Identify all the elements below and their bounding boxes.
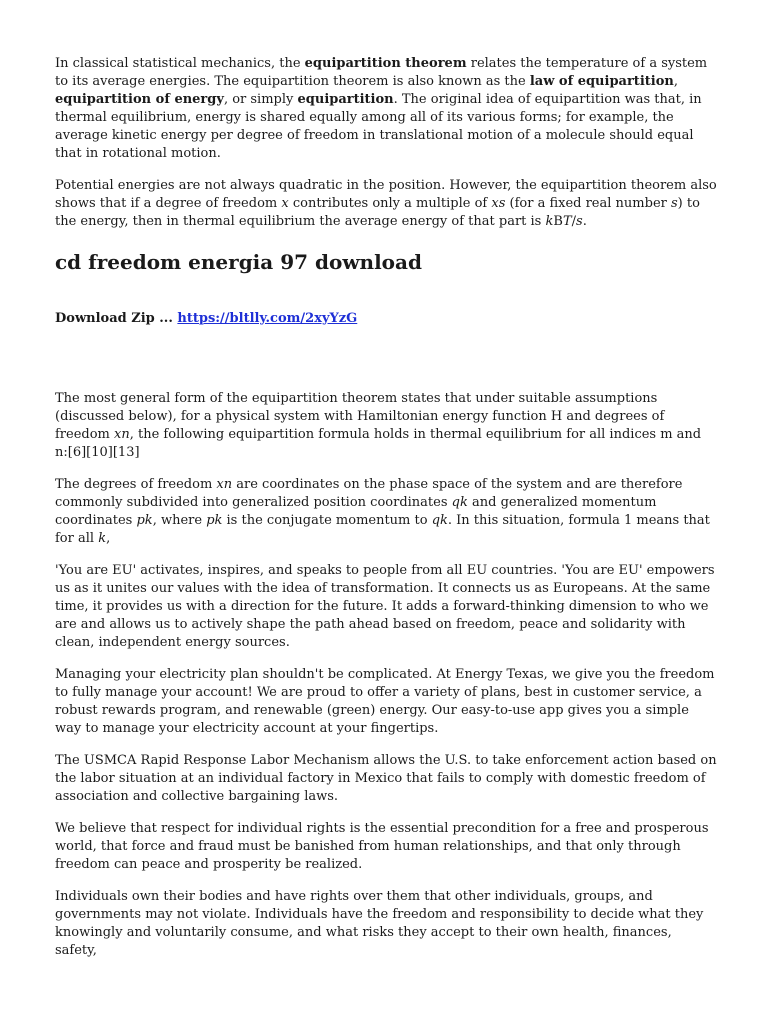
download-link[interactable]: https://bltlly.com/2xyYzG — [177, 311, 358, 326]
text: , the following equipartition formula holds in thermal equilibrium for all indices m and n:[6][10][13] — [55, 427, 702, 460]
body-paragraph-4 — [55, 476, 717, 548]
body-paragraph-6: Managing your electricity plan shouldn't be complicated. At Energy Texas, we give you the freedom to fully manage your account! We are proud to offer a variety of plans, best in customer service, a robust rewards program, and renewable (green) energy. Our easy-to-use app gives you a simple way to manage your electricity account at your fingertips. — [55, 667, 715, 736]
bold-term-law-of-equipartition: law of equipartition — [529, 74, 674, 89]
text: are coordinates on the phase space of the system and are therefore commonly subdivided into generalized position coordinates — [55, 477, 683, 510]
text: / — [571, 214, 577, 229]
page-heading: cd freedom energia 97 download — [55, 250, 422, 274]
math-var: s — [670, 196, 678, 211]
document-page — [55, 55, 717, 974]
intro-paragraph-1 — [55, 55, 717, 163]
text: The degrees of freedom — [55, 477, 217, 492]
body-paragraph-9: Individuals own their bodies and have rights over them that other individuals, groups, and governments may not violate. Individuals have the freedom and responsibility to decide what they knowingly and voluntarily consume, and what risks they accept to their own health, finances, safety, — [55, 889, 704, 958]
text: , — [106, 531, 111, 546]
text: ) to the energy, then in thermal equilibrium the average energy of that part is — [55, 196, 700, 229]
text: (for a fixed real number — [505, 196, 671, 211]
body-paragraph-3 — [55, 390, 717, 462]
math-var: k — [545, 214, 554, 229]
math-var: qk — [431, 513, 448, 528]
text: relates the temperature of a system to its average energies. The equipartition theorem is also known as the — [55, 56, 708, 89]
math-var: pk — [206, 513, 223, 528]
math-var: xn — [216, 477, 233, 492]
math-var: x — [491, 196, 499, 211]
text: contributes only a multiple of — [288, 196, 492, 211]
text: In classical statistical mechanics, the — [55, 56, 305, 71]
text: . The original idea of equipartition was that, in thermal equilibrium, energy is shared equally among all of its various forms; for example, the average kinetic energy per degree of freedom in translational motion of a molecule should equal that in rotational motion. — [55, 92, 702, 161]
text: . In this situation, formula 1 means that for all — [55, 513, 710, 546]
text: , — [673, 74, 678, 89]
body-paragraph-7: The USMCA Rapid Response Labor Mechanism allows the U.S. to take enforcement action based on the labor situation at an individual factory in Mexico that fails to comply with domestic freedom of association and collective bargaining laws. — [55, 753, 717, 804]
download-label: Download Zip ... — [55, 311, 178, 326]
text: and generalized momentum coordinates — [55, 495, 657, 528]
text: , or simply — [223, 92, 298, 107]
body-paragraph-8: We believe that respect for individual rights is the essential precondition for a free and prosperous world, that force and fraud must be banished from human relationships, and that only through freedom can peace and prosperity be realized. — [55, 821, 709, 872]
text: The most general form of the equipartition theorem states that under suitable assumptions (discussed below), for a physical system with Hamiltonian energy function H and degrees of freedom — [55, 391, 665, 442]
math-var: s — [576, 214, 583, 229]
math-var: pk — [136, 513, 153, 528]
math-var: k — [98, 531, 107, 546]
intro-paragraph-2 — [55, 177, 717, 231]
bold-term-equipartition-theorem: equipartition theorem — [304, 56, 467, 71]
text: , where — [152, 513, 207, 528]
spacer — [55, 326, 717, 390]
math-var: qk — [451, 495, 468, 510]
download-line — [55, 311, 717, 326]
text: . — [582, 214, 587, 229]
bold-term-equipartition-of-energy: equipartition of energy — [55, 92, 224, 107]
bold-term-equipartition: equipartition — [297, 92, 394, 107]
math-var: x — [281, 196, 289, 211]
text: is the conjugate momentum to — [222, 513, 432, 528]
math-var: s — [498, 196, 506, 211]
math-var: xn — [114, 427, 130, 442]
body-paragraph-5: 'You are EU' activates, inspires, and speaks to people from all EU countries. 'You are EU' empowers us as it unites our values with the idea of transformation. It connects us as Europeans. At the same time, it provides us with a direction for the future. It adds a forward-thinking dimension to who we are and allows us to actively shape the path ahead based on freedom, peace and solidarity with clean, independent energy sources. — [55, 563, 715, 650]
text: Potential energies are not always quadratic in the position. However, the equipartition theorem also shows that if a degree of freedom — [55, 178, 717, 211]
math-var: T — [562, 214, 572, 229]
text: B — [553, 214, 563, 229]
